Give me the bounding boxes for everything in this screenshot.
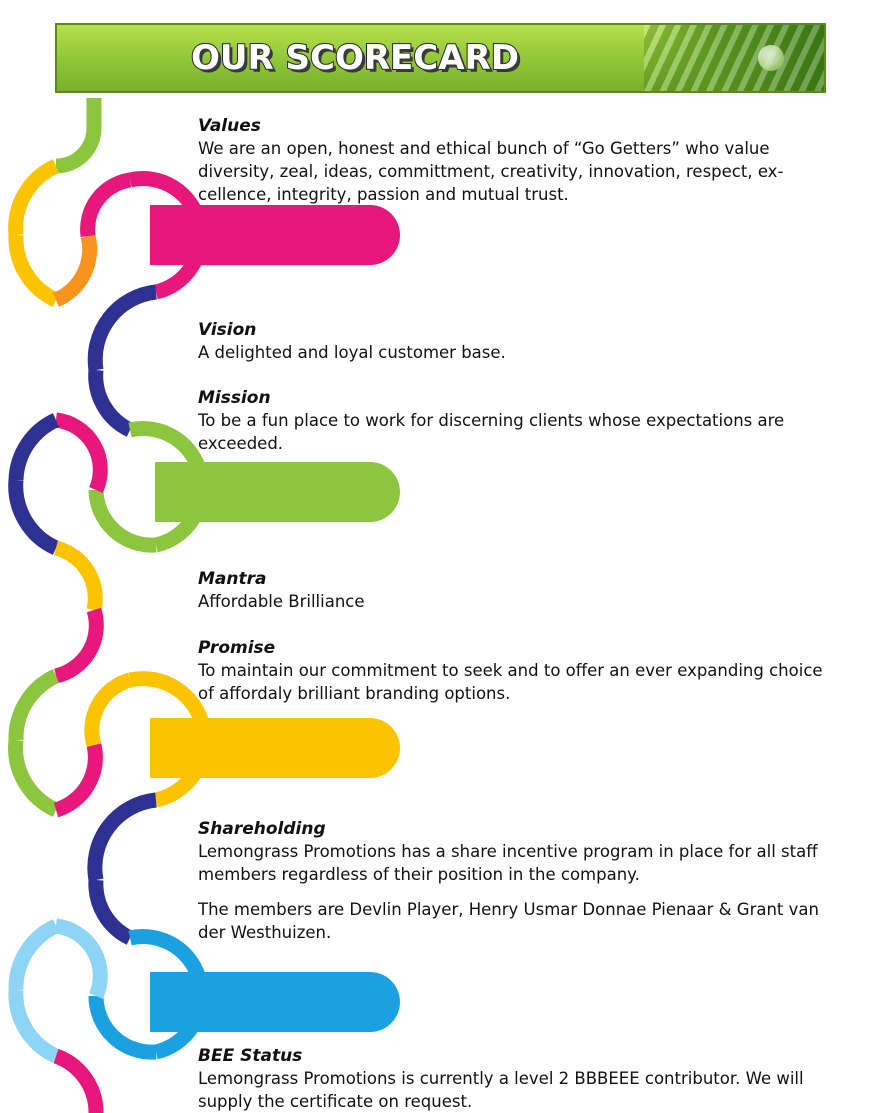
section-text: Lemongrass Promotions is currently a level 2 BBBEEE contributor. We will supply the certificate on request. [198,1069,804,1111]
promise-section [198,637,838,705]
section-text: Lemongrass Promotions has a share incentive program in place for all staff members regardless of their position in the company. [198,842,818,884]
swirl-segment [56,1056,96,1113]
swirl-segment [56,548,95,610]
swirl-segment [96,490,156,545]
swirl-segment [92,680,130,745]
yellow-bar [150,718,400,778]
swirl-segment [96,996,156,1052]
mission-section [198,387,838,455]
swirl-segment [16,740,56,810]
section-text: A delighted and loyal customer base. [198,343,506,362]
section-text: Affordable Brilliance [198,592,365,611]
values-section [198,115,838,206]
section-heading: Vision [198,320,257,340]
swirl-segment [56,420,100,490]
swirl-segment [96,370,130,430]
vision-section [198,319,838,364]
swirl-segment [96,880,130,938]
swirl-segment [16,235,56,300]
green-bar [155,462,400,522]
swirl-segment [95,800,156,880]
shareholding-section [198,818,838,944]
bee-status-section [198,1045,838,1113]
swirl-segment [16,926,56,990]
swirl-segment [16,480,56,548]
page-title: OUR SCORECARD [191,38,519,78]
section-text: To maintain our commitment to seek and to offer an ever expanding choice of affordaly brilliant branding options. [198,661,823,703]
section-heading: Mantra [198,569,267,589]
section-text: To be a fun place to work for discerning clients whose expectations are exceeded. [198,411,785,453]
pink-bar [150,205,400,265]
swirl-segment [95,292,156,370]
swirl-segment [16,676,56,740]
swirl-segment [16,166,56,235]
swirl-segment [88,180,130,236]
swirl-segment [16,990,56,1056]
swirl-segment [56,610,96,676]
section-heading: Mission [198,388,271,408]
swirl-segment [56,236,90,300]
mantra-section [198,568,838,613]
swirl-segment [56,128,94,166]
swirl-segment [56,745,95,810]
swirl-segment [56,926,100,996]
section-text: The members are Devlin Player, Henry Usmar Donnae Pienaar & Grant van der Westhuizen. [198,900,819,942]
section-text: We are an open, honest and ethical bunch of “Go Getters” who value diversity, zeal, ideas, committment, creativity, innovation, respect, ex-cellence, integrity, passion and mutual trust. [198,139,784,204]
section-heading: Values [198,116,261,136]
section-heading: BEE Status [198,1046,303,1066]
section-heading: Shareholding [198,819,326,839]
section-heading: Promise [198,638,276,658]
swirl-segment [16,420,56,480]
blue-bar [150,972,400,1032]
